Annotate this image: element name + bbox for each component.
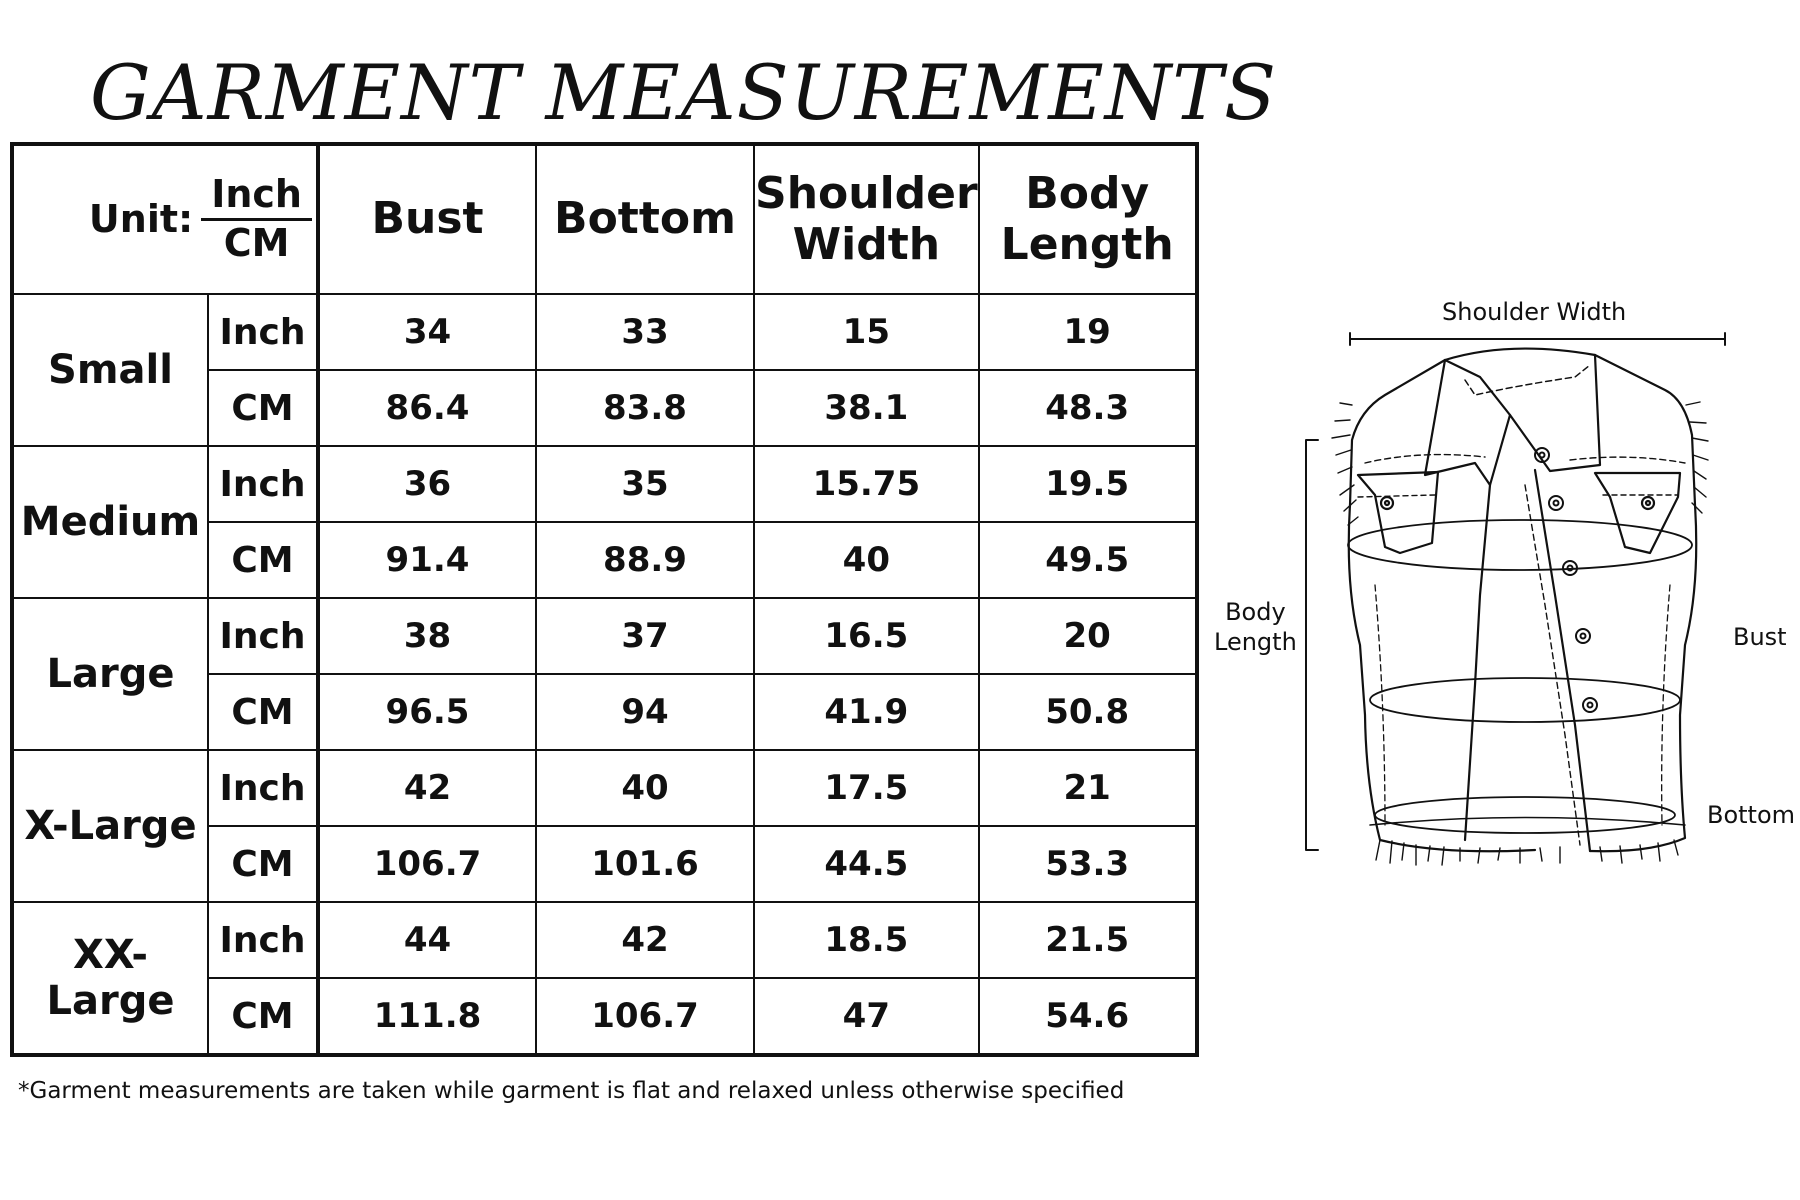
column-header-bottom <box>536 144 754 294</box>
page-title: GARMENT MEASUREMENTS <box>90 48 1278 137</box>
value-cell-bust: 38 <box>318 598 536 674</box>
value-cell-bottom: 40 <box>536 750 754 826</box>
value-cell-body-length: 21.5 <box>979 902 1197 978</box>
value-cell-body-length: 54.6 <box>979 978 1197 1055</box>
unit-row-label: Inch <box>208 446 318 522</box>
unit-row-label: Inch <box>208 902 318 978</box>
value-cell-body-length: 20 <box>979 598 1197 674</box>
value-cell-bust: 106.7 <box>318 826 536 902</box>
unit-inch: Inch <box>201 172 312 221</box>
value-cell-shoulder-width: 47 <box>754 978 979 1055</box>
value-cell-shoulder-width: 16.5 <box>754 598 979 674</box>
value-cell-body-length: 49.5 <box>979 522 1197 598</box>
bottom-label: Bottom <box>1707 801 1796 829</box>
unit-row-label: CM <box>208 522 318 598</box>
value-cell-bust: 34 <box>318 294 536 370</box>
value-cell-bust: 111.8 <box>318 978 536 1055</box>
value-cell-bust: 36 <box>318 446 536 522</box>
column-header-line: Body <box>1025 167 1150 219</box>
table-row <box>12 446 1197 522</box>
column-header-line: Shoulder <box>755 167 978 219</box>
value-cell-shoulder-width: 44.5 <box>754 826 979 902</box>
value-cell-bust: 42 <box>318 750 536 826</box>
body-length-label-line: Length <box>1214 628 1297 656</box>
value-cell-bottom: 42 <box>536 902 754 978</box>
unit-row-label: Inch <box>208 750 318 826</box>
value-cell-body-length: 21 <box>979 750 1197 826</box>
unit-row-label: CM <box>208 370 318 446</box>
value-cell-bottom: 35 <box>536 446 754 522</box>
size-name-cell: Small <box>12 294 208 446</box>
footnote: *Garment measurements are taken while garment is flat and relaxed unless otherwise specified <box>18 1078 1125 1104</box>
value-cell-shoulder-width: 41.9 <box>754 674 979 750</box>
size-name-cell: XX-Large <box>12 902 208 1055</box>
table-header-row <box>12 144 1197 294</box>
size-name-cell: Medium <box>12 446 208 598</box>
column-header-line: Width <box>792 218 941 270</box>
value-cell-shoulder-width: 18.5 <box>754 902 979 978</box>
unit-fraction <box>201 172 312 266</box>
table-row <box>12 750 1197 826</box>
unit-row-label: CM <box>208 978 318 1055</box>
unit-cm: CM <box>223 221 290 265</box>
value-cell-bust: 44 <box>318 902 536 978</box>
value-cell-body-length: 19 <box>979 294 1197 370</box>
value-cell-bottom: 106.7 <box>536 978 754 1055</box>
column-header-bust <box>318 144 536 294</box>
value-cell-bottom: 101.6 <box>536 826 754 902</box>
column-header-line: Bottom <box>554 193 736 245</box>
column-header-shoulder-width <box>754 144 979 294</box>
size-name-cell: Large <box>12 598 208 750</box>
value-cell-bottom: 37 <box>536 598 754 674</box>
value-cell-shoulder-width: 17.5 <box>754 750 979 826</box>
bust-label: Bust <box>1733 623 1787 651</box>
value-cell-shoulder-width: 40 <box>754 522 979 598</box>
value-cell-body-length: 48.3 <box>979 370 1197 446</box>
value-cell-bottom: 88.9 <box>536 522 754 598</box>
column-header-body-length <box>979 144 1197 294</box>
unit-row-label: CM <box>208 826 318 902</box>
size-name-cell: X-Large <box>12 750 208 902</box>
value-cell-bottom: 33 <box>536 294 754 370</box>
table-row <box>12 598 1197 674</box>
unit-row-label: Inch <box>208 598 318 674</box>
value-cell-shoulder-width: 15 <box>754 294 979 370</box>
value-cell-bottom: 83.8 <box>536 370 754 446</box>
table-row <box>12 294 1197 370</box>
table-row <box>12 902 1197 978</box>
value-cell-bust: 96.5 <box>318 674 536 750</box>
unit-row-label: CM <box>208 674 318 750</box>
unit-row-label: Inch <box>208 294 318 370</box>
vest-sketch-icon <box>1180 285 1780 885</box>
value-cell-body-length: 53.3 <box>979 826 1197 902</box>
column-header-line: Bust <box>371 193 484 245</box>
unit-header-cell <box>12 144 318 294</box>
value-cell-shoulder-width: 15.75 <box>754 446 979 522</box>
value-cell-bust: 86.4 <box>318 370 536 446</box>
value-cell-bust: 91.4 <box>318 522 536 598</box>
value-cell-shoulder-width: 38.1 <box>754 370 979 446</box>
column-header-line: Length <box>1000 218 1174 270</box>
value-cell-body-length: 50.8 <box>979 674 1197 750</box>
unit-label: Unit: <box>88 196 194 241</box>
size-chart-table <box>10 142 1199 1057</box>
body-length-label-line: Body <box>1225 598 1286 626</box>
value-cell-bottom: 94 <box>536 674 754 750</box>
vest-diagram <box>1180 285 1796 885</box>
value-cell-body-length: 19.5 <box>979 446 1197 522</box>
shoulder-width-label: Shoulder Width <box>1442 298 1627 326</box>
